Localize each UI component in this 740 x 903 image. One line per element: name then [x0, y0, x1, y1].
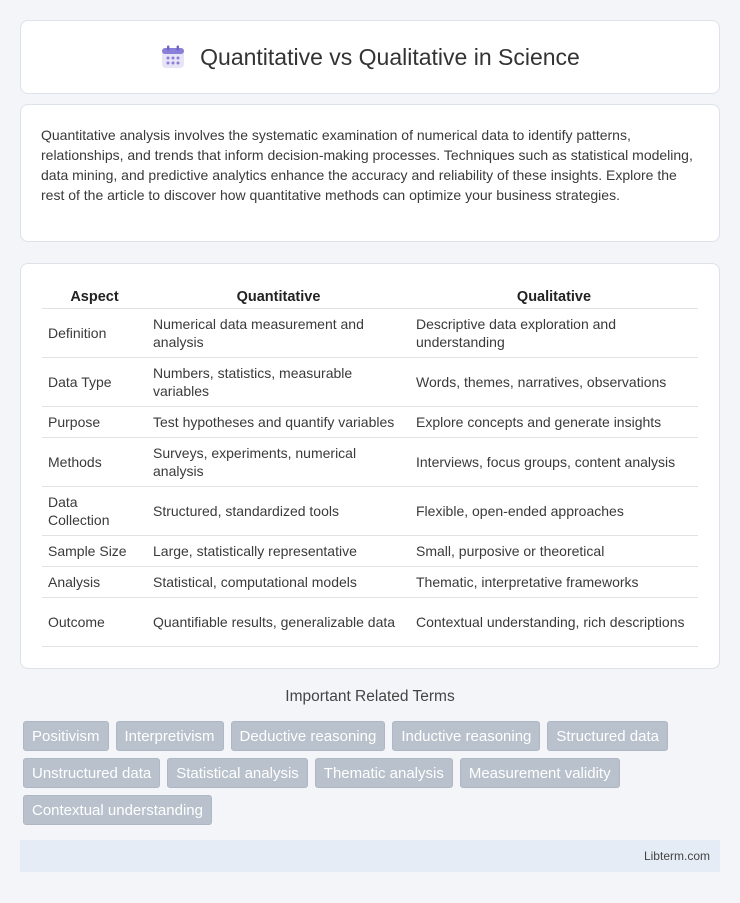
- related-terms-title: Important Related Terms: [285, 688, 455, 705]
- cell-qualitative: Interviews, focus groups, content analysis: [410, 438, 698, 487]
- term-tag[interactable]: Structured data: [547, 721, 668, 751]
- footer: [20, 840, 720, 872]
- calendar-icon: [160, 44, 186, 70]
- table-row: [42, 487, 698, 536]
- term-tag[interactable]: Deductive reasoning: [231, 721, 386, 751]
- cell-qualitative: Thematic, interpretative frameworks: [410, 567, 698, 598]
- header-quantitative: Quantitative: [147, 286, 410, 309]
- cell-quantitative: Surveys, experiments, numerical analysis: [147, 438, 410, 487]
- header-aspect: Aspect: [42, 286, 147, 309]
- table-row: [42, 438, 698, 487]
- table-header-row: [42, 286, 698, 309]
- table-row: [42, 407, 698, 438]
- cell-quantitative: Structured, standardized tools: [147, 487, 410, 536]
- cell-quantitative: Numerical data measurement and analysis: [147, 309, 410, 358]
- table-row: [42, 358, 698, 407]
- related-terms-list: [23, 721, 723, 825]
- cell-qualitative: Words, themes, narratives, observations: [410, 358, 698, 407]
- cell-aspect: Data Type: [42, 358, 147, 407]
- cell-aspect: Data Collection: [42, 487, 147, 536]
- cell-aspect: Sample Size: [42, 536, 147, 567]
- cell-qualitative: Descriptive data exploration and understanding: [410, 309, 698, 358]
- cell-qualitative: Contextual understanding, rich descriptions: [410, 598, 698, 647]
- term-tag[interactable]: Statistical analysis: [167, 758, 308, 788]
- cell-aspect: Purpose: [42, 407, 147, 438]
- cell-qualitative: Small, purposive or theoretical: [410, 536, 698, 567]
- cell-qualitative: Flexible, open-ended approaches: [410, 487, 698, 536]
- cell-aspect: Methods: [42, 438, 147, 487]
- intro-text: Quantitative analysis involves the systematic examination of numerical data to identify patterns, relationships, and trends that inform decision-making processes. Techniques such as statistical modeling, data mining, and predictive analytics enhance the accuracy and reliability of these insights. Explore the rest of the article to discover how quantitative methods can optimize your business strategies.: [41, 127, 693, 203]
- header-qualitative: Qualitative: [410, 286, 698, 309]
- intro-card: [20, 104, 720, 242]
- term-tag[interactable]: Measurement validity: [460, 758, 620, 788]
- term-tag[interactable]: Positivism: [23, 721, 109, 751]
- cell-quantitative: Large, statistically representative: [147, 536, 410, 567]
- cell-quantitative: Numbers, statistics, measurable variables: [147, 358, 410, 407]
- cell-quantitative: Quantifiable results, generalizable data: [147, 598, 410, 647]
- term-tag[interactable]: Thematic analysis: [315, 758, 453, 788]
- table-row: [42, 309, 698, 358]
- table-row: [42, 598, 698, 647]
- table-row: [42, 536, 698, 567]
- cell-aspect: Analysis: [42, 567, 147, 598]
- footer-site-link[interactable]: Libterm.com: [643, 849, 710, 863]
- comparison-table-card: [20, 263, 720, 669]
- term-tag[interactable]: Inductive reasoning: [392, 721, 540, 751]
- cell-aspect: Outcome: [42, 598, 147, 647]
- title-wrap: [160, 44, 580, 71]
- cell-quantitative: Test hypotheses and quantify variables: [147, 407, 410, 438]
- cell-qualitative: Explore concepts and generate insights: [410, 407, 698, 438]
- header-card: [20, 20, 720, 94]
- term-tag[interactable]: Contextual understanding: [23, 795, 212, 825]
- comparison-table: [42, 286, 698, 647]
- cell-quantitative: Statistical, computational models: [147, 567, 410, 598]
- table-row: [42, 567, 698, 598]
- term-tag[interactable]: Unstructured data: [23, 758, 160, 788]
- cell-aspect: Definition: [42, 309, 147, 358]
- page-title: Quantitative vs Qualitative in Science: [200, 43, 580, 70]
- term-tag[interactable]: Interpretivism: [116, 721, 224, 751]
